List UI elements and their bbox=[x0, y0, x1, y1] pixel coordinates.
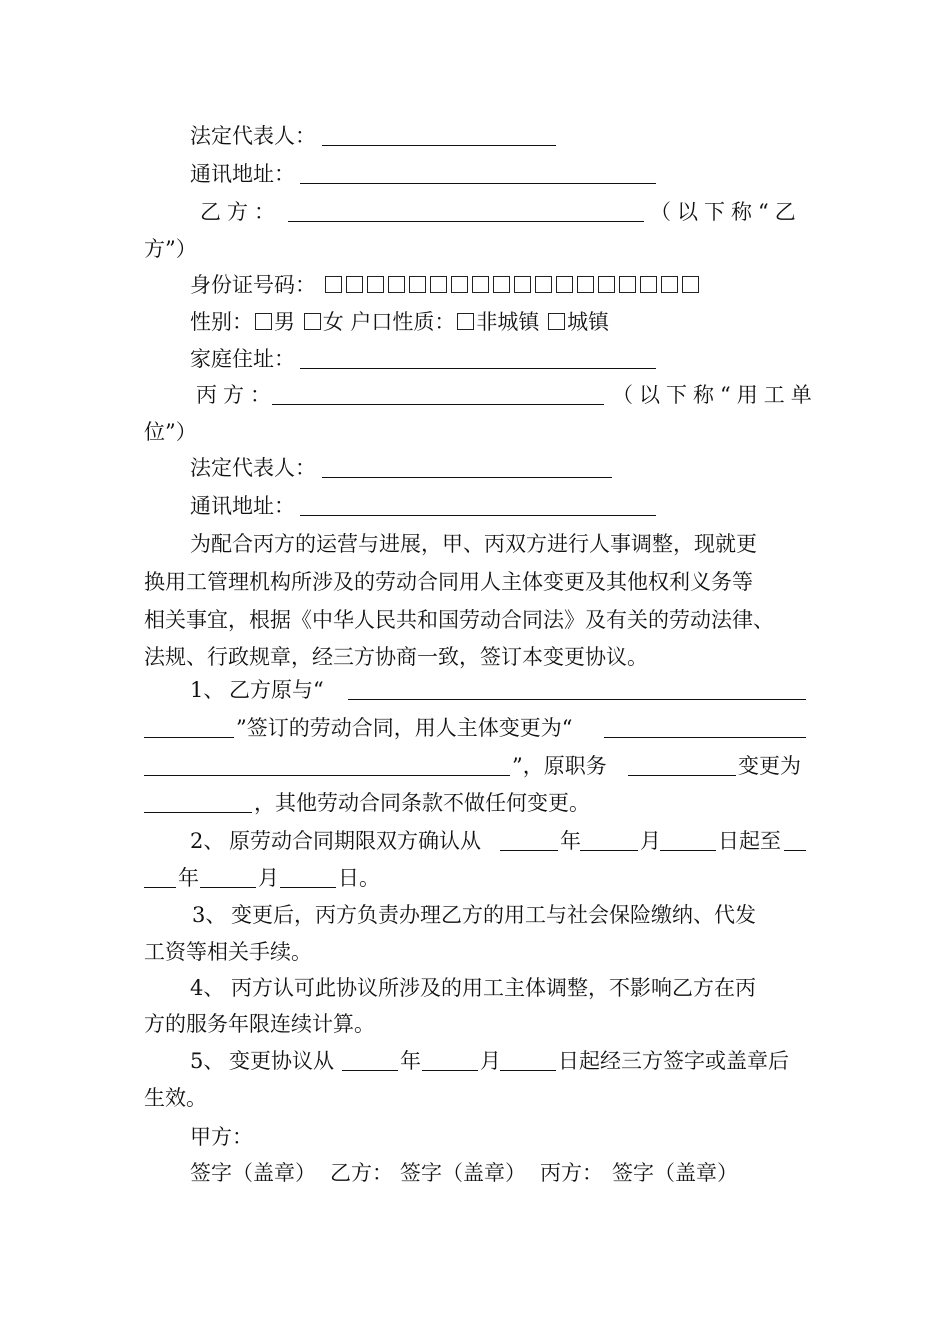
clause-1-line bbox=[0, 785, 950, 821]
party-a-address-row bbox=[0, 156, 950, 192]
id-digit-box[interactable] bbox=[640, 276, 657, 293]
original-employer-blank-cont[interactable] bbox=[144, 737, 234, 738]
clause-1-text: ”签订的劳动合同，用人主体变更为“ bbox=[236, 716, 573, 740]
clause-3-line bbox=[0, 897, 950, 933]
female-label: 女 bbox=[322, 310, 344, 334]
clause-1-line bbox=[0, 710, 950, 746]
id-digit-box[interactable] bbox=[493, 276, 510, 293]
party-c-name-blank[interactable] bbox=[272, 404, 604, 405]
party-a-legal-rep-blank[interactable] bbox=[322, 145, 556, 146]
clause-4-number: 4、 bbox=[190, 976, 225, 1000]
clause-2-line bbox=[0, 823, 950, 859]
party-b-suffix-cont: 方”） bbox=[144, 237, 197, 261]
clause-5-text: 日起经三方签字或盖章后 bbox=[558, 1049, 789, 1073]
new-employer-blank-cont[interactable] bbox=[144, 775, 510, 776]
preamble-text: 为配合丙方的运营与进展，甲、丙双方进行人事调整，现就更 bbox=[190, 532, 757, 556]
party-a-signature: 签字（盖章） bbox=[190, 1161, 316, 1185]
female-checkbox[interactable] bbox=[304, 313, 321, 330]
clause-1-text: 乙方原与“ bbox=[229, 678, 324, 702]
party-b-label: 乙方： bbox=[200, 200, 281, 224]
end-year-blank[interactable] bbox=[784, 850, 806, 851]
urban-label: 城镇 bbox=[567, 310, 610, 334]
party-c-signature: 签字（盖章） bbox=[612, 1161, 738, 1185]
new-position-blank[interactable] bbox=[144, 812, 252, 813]
clause-2-text: 原劳动合同期限双方确认从 bbox=[229, 829, 481, 853]
preamble-line bbox=[0, 639, 950, 675]
party-c-row bbox=[0, 377, 950, 413]
id-digit-box[interactable] bbox=[619, 276, 636, 293]
party-a-legal-rep-label: 法定代表人： bbox=[190, 124, 316, 148]
home-address-row bbox=[0, 341, 950, 377]
id-digit-box[interactable] bbox=[535, 276, 552, 293]
clause-1-number: 1、 bbox=[190, 678, 225, 702]
id-digit-box[interactable] bbox=[409, 276, 426, 293]
hukou-label: 户口性质： bbox=[350, 310, 456, 334]
end-month-blank[interactable] bbox=[200, 887, 256, 888]
id-number-label: 身份证号码： bbox=[190, 273, 316, 297]
male-label: 男 bbox=[274, 310, 295, 334]
preamble-line bbox=[0, 526, 950, 562]
clause-2-line bbox=[0, 860, 950, 896]
id-digit-box[interactable] bbox=[346, 276, 363, 293]
clause-5-number: 5、 bbox=[190, 1049, 225, 1073]
party-b-name-blank[interactable] bbox=[288, 221, 644, 222]
party-b-suffix: （以下称“乙 bbox=[650, 200, 802, 224]
party-c-label: 丙方： bbox=[196, 383, 277, 407]
party-b-signature: 签字（盖章） bbox=[400, 1161, 526, 1185]
year-label: 年 bbox=[178, 866, 199, 890]
year-label: 年 bbox=[400, 1049, 421, 1073]
id-digit-box[interactable] bbox=[514, 276, 531, 293]
end-year-blank-cont[interactable] bbox=[144, 887, 176, 888]
day-label: 日。 bbox=[338, 866, 380, 890]
effective-year-blank[interactable] bbox=[342, 1070, 398, 1071]
clause-1-line bbox=[0, 672, 950, 708]
id-digit-box[interactable] bbox=[556, 276, 573, 293]
gender-hukou-row bbox=[0, 304, 950, 340]
start-month-blank[interactable] bbox=[580, 850, 638, 851]
party-c-suffix: （以下称“用工单 bbox=[612, 383, 818, 407]
male-checkbox[interactable] bbox=[255, 313, 272, 330]
id-digit-box[interactable] bbox=[388, 276, 405, 293]
original-employer-blank[interactable] bbox=[348, 699, 806, 700]
end-day-blank[interactable] bbox=[280, 887, 336, 888]
preamble-line bbox=[0, 602, 950, 638]
preamble-line bbox=[0, 564, 950, 600]
home-address-blank[interactable] bbox=[300, 368, 656, 369]
urban-checkbox[interactable] bbox=[548, 313, 565, 330]
party-b-id-row bbox=[0, 267, 950, 303]
party-c-legal-rep-blank[interactable] bbox=[322, 477, 612, 478]
clause-1-text: 变更为 bbox=[738, 754, 801, 778]
party-c-address-blank[interactable] bbox=[300, 515, 656, 516]
year-label: 年 bbox=[560, 829, 581, 853]
party-a-address-label: 通讯地址： bbox=[190, 162, 295, 186]
clause-1-text: ”，原职务 bbox=[512, 754, 607, 778]
clause-2-text: 日起至 bbox=[718, 829, 781, 853]
signature-party-a-row bbox=[0, 1119, 950, 1155]
clause-3-text: 变更后，丙方负责办理乙方的用工与社会保险缴纳、代发 bbox=[231, 903, 756, 927]
non-urban-checkbox[interactable] bbox=[457, 313, 474, 330]
party-c-signature-label: 丙方： bbox=[540, 1161, 603, 1185]
clause-5-text: 生效。 bbox=[144, 1086, 207, 1110]
party-b-signature-label: 乙方： bbox=[330, 1161, 393, 1185]
clause-3-line bbox=[0, 934, 950, 970]
clause-3-number: 3、 bbox=[192, 903, 227, 927]
clause-3-text: 工资等相关手续。 bbox=[144, 940, 312, 964]
preamble-text: 换用工管理机构所涉及的劳动合同用人主体变更及其他权利义务等 bbox=[144, 570, 753, 594]
clause-1-text: ，其他劳动合同条款不做任何变更。 bbox=[254, 791, 590, 815]
id-digit-box[interactable] bbox=[430, 276, 447, 293]
party-a-address-blank[interactable] bbox=[300, 183, 656, 184]
id-digit-box[interactable] bbox=[451, 276, 468, 293]
party-c-legal-rep-label: 法定代表人： bbox=[190, 456, 316, 480]
id-digit-box[interactable] bbox=[367, 276, 384, 293]
start-year-blank[interactable] bbox=[500, 850, 558, 851]
clause-1-line bbox=[0, 748, 950, 784]
id-number-boxes[interactable] bbox=[323, 267, 701, 303]
clause-4-text: 丙方认可此协议所涉及的用工主体调整，不影响乙方在丙 bbox=[231, 976, 756, 1000]
original-position-blank[interactable] bbox=[628, 775, 736, 776]
party-c-suffix-cont: 位”） bbox=[144, 420, 197, 444]
party-b-row bbox=[0, 194, 950, 230]
month-label: 月 bbox=[480, 1049, 501, 1073]
clause-5-line bbox=[0, 1080, 950, 1116]
effective-day-blank[interactable] bbox=[500, 1070, 556, 1071]
non-urban-label: 非城镇 bbox=[476, 310, 540, 334]
party-a-legal-rep-row bbox=[0, 118, 950, 154]
new-employer-blank[interactable] bbox=[604, 737, 806, 738]
id-digit-box[interactable] bbox=[325, 276, 342, 293]
month-label: 月 bbox=[640, 829, 661, 853]
clause-4-line bbox=[0, 1006, 950, 1042]
clause-2-number: 2、 bbox=[190, 829, 225, 853]
id-digit-box[interactable] bbox=[598, 276, 615, 293]
id-digit-box[interactable] bbox=[577, 276, 594, 293]
party-c-legal-rep-row bbox=[0, 450, 950, 486]
id-digit-box[interactable] bbox=[661, 276, 678, 293]
party-c-address-label: 通讯地址： bbox=[190, 494, 295, 518]
clause-4-text: 方的服务年限连续计算。 bbox=[144, 1012, 375, 1036]
month-label: 月 bbox=[258, 866, 279, 890]
gender-label: 性别： bbox=[190, 310, 253, 334]
preamble-text: 法规、行政规章，经三方协商一致，签订本变更协议。 bbox=[144, 645, 648, 669]
clause-5-text: 变更协议从 bbox=[229, 1049, 334, 1073]
id-digit-box[interactable] bbox=[682, 276, 699, 293]
start-day-blank[interactable] bbox=[660, 850, 716, 851]
effective-month-blank[interactable] bbox=[422, 1070, 478, 1071]
signature-row bbox=[0, 1155, 950, 1191]
preamble-text: 相关事宜，根据《中华人民共和国劳动合同法》及有关的劳动法律、 bbox=[144, 608, 774, 632]
party-a-signature-label: 甲方： bbox=[190, 1125, 253, 1149]
party-b-row-cont bbox=[0, 231, 950, 267]
home-address-label: 家庭住址： bbox=[190, 347, 295, 371]
clause-4-line bbox=[0, 970, 950, 1006]
party-c-address-row bbox=[0, 488, 950, 524]
party-c-row-cont bbox=[0, 414, 950, 450]
clause-5-line bbox=[0, 1043, 950, 1079]
id-digit-box[interactable] bbox=[472, 276, 489, 293]
